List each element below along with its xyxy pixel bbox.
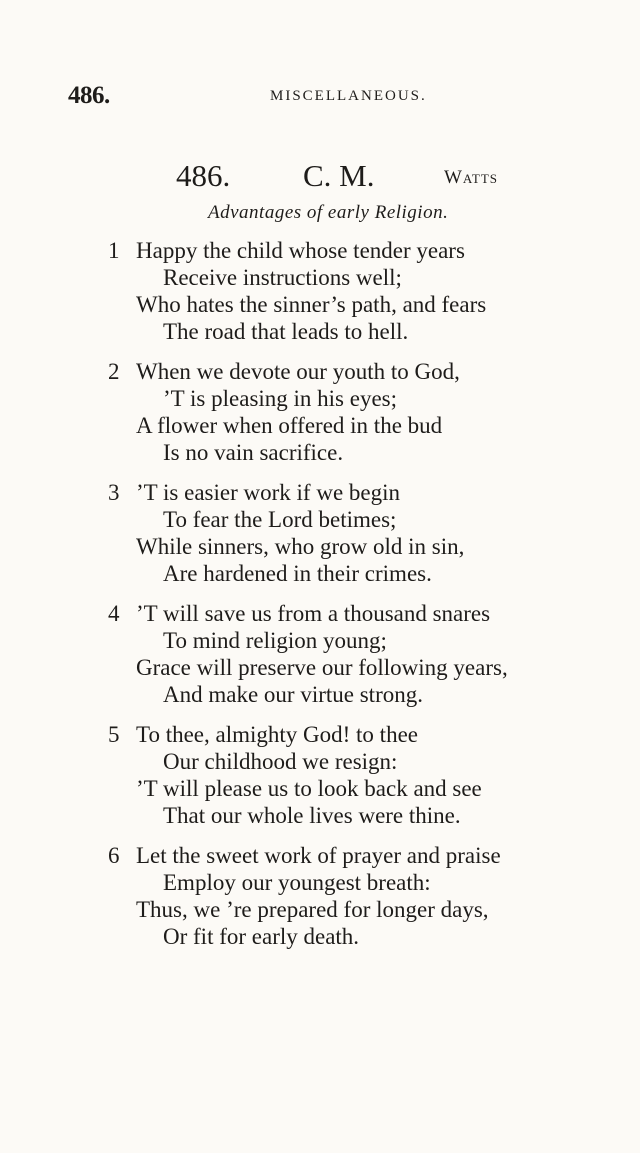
verse-line: Our childhood we resign: bbox=[163, 749, 398, 774]
verse-line: Who hates the sinner’s path, and fears bbox=[136, 292, 487, 317]
stanza-4 bbox=[0, 600, 640, 708]
running-head bbox=[68, 82, 578, 112]
stanza-1 bbox=[0, 237, 640, 345]
stanza-number: 3 bbox=[108, 480, 120, 505]
verse-line: And make our virtue strong. bbox=[163, 682, 423, 707]
verse-line: Or fit for early death. bbox=[163, 924, 360, 949]
stanza-number: 2 bbox=[108, 359, 120, 384]
page-number: 486. bbox=[68, 82, 110, 109]
verse-line: Grace will preserve our following years, bbox=[136, 655, 508, 680]
section-title: MISCELLANEOUS. bbox=[270, 88, 427, 104]
hymn-subtitle: Advantages of early Religion. bbox=[208, 202, 449, 223]
verse-line: Receive instructions well; bbox=[163, 265, 402, 290]
hymn-heading bbox=[0, 158, 640, 198]
stanza-list bbox=[0, 237, 640, 963]
verse-line: Is no vain sacrifice. bbox=[163, 440, 344, 465]
verse-line: Employ our youngest breath: bbox=[163, 870, 431, 895]
verse-line: To thee, almighty God! to thee bbox=[136, 722, 418, 747]
verse-line: Thus, we ’re prepared for longer days, bbox=[136, 897, 489, 922]
stanza-number: 1 bbox=[108, 238, 120, 263]
stanza-number: 4 bbox=[108, 601, 120, 626]
verse-line: ’T will save us from a thousand snares bbox=[136, 601, 491, 626]
verse-line: When we devote our youth to God, bbox=[136, 359, 460, 384]
hymn-author: Watts bbox=[444, 167, 498, 188]
verse-line: To fear the Lord betimes; bbox=[163, 507, 397, 532]
verse-line: That our whole lives were thine. bbox=[163, 803, 461, 828]
verse-line: Happy the child whose tender years bbox=[136, 238, 465, 263]
stanza-3 bbox=[0, 479, 640, 587]
verse-line: Are hardened in their crimes. bbox=[163, 561, 432, 586]
hymn-number: 486. bbox=[176, 158, 231, 193]
verse-line: ’T is pleasing in his eyes; bbox=[163, 386, 398, 411]
verse-line: A flower when offered in the bud bbox=[136, 413, 443, 438]
verse-line: Let the sweet work of prayer and praise bbox=[136, 843, 501, 868]
stanza-5 bbox=[0, 721, 640, 829]
verse-line: ’T will please us to look back and see bbox=[136, 776, 482, 801]
verse-line: To mind religion young; bbox=[163, 628, 387, 653]
verse-line: While sinners, who grow old in sin, bbox=[136, 534, 465, 559]
stanza-number: 6 bbox=[108, 843, 120, 868]
stanza-number: 5 bbox=[108, 722, 120, 747]
verse-line: The road that leads to hell. bbox=[163, 319, 409, 344]
hymn-meter: C. M. bbox=[303, 158, 375, 193]
verse-line: ’T is easier work if we begin bbox=[136, 480, 400, 505]
stanza-6 bbox=[0, 842, 640, 950]
stanza-2 bbox=[0, 358, 640, 466]
